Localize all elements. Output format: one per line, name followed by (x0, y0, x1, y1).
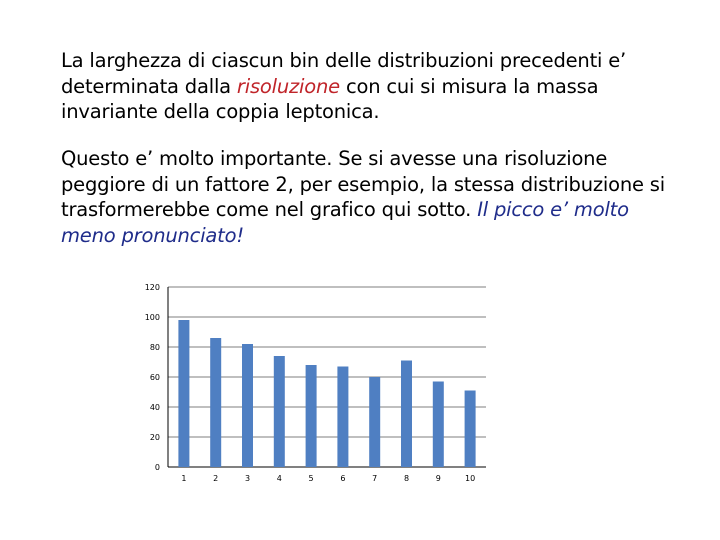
bar (401, 361, 412, 468)
y-tick-label: 80 (149, 343, 160, 352)
x-tick-label: 3 (244, 474, 251, 483)
bar (242, 344, 253, 467)
peak-highlight: Il picco e’ molto meno pronunciato! (61, 198, 629, 247)
y-tick-label: 100 (144, 313, 160, 322)
x-tick-label: 4 (276, 474, 282, 483)
x-tick-label: 8 (403, 474, 410, 483)
y-tick-label: 120 (144, 283, 160, 292)
x-tick-label: 9 (435, 474, 441, 483)
bar (369, 377, 380, 467)
resolution-highlight: risoluzione (236, 74, 340, 98)
intro-text-1: La larghezza di ciascun bin delle distribuzioni precedenti e’ determinata dalla (61, 49, 627, 98)
bar (306, 365, 317, 467)
bar (210, 338, 221, 467)
x-tick-label: 2 (213, 474, 219, 483)
intro-text-2: con cui si misura la massa invariante della coppia leptonica. (61, 74, 599, 123)
x-tick-label: 6 (340, 474, 346, 483)
y-tick-label: 40 (149, 403, 160, 412)
y-tick-label: 20 (149, 433, 160, 442)
bar (274, 356, 285, 467)
bar (465, 391, 476, 468)
y-tick-label: 0 (154, 463, 160, 472)
x-tick-label: 1 (181, 474, 187, 483)
bar (178, 320, 189, 467)
x-tick-label: 5 (308, 474, 314, 483)
explanation-text: Questo e’ molto importante. Se si avesse una risoluzione peggiore di un fattore 2, per esempio, la stessa distribuzione si trasformerebbe come nel grafico qui sotto. (61, 147, 665, 221)
x-tick-label: 10 (465, 474, 476, 483)
bar (337, 367, 348, 468)
x-tick-label: 7 (372, 474, 378, 483)
bar (433, 382, 444, 468)
y-tick-label: 60 (149, 373, 160, 382)
